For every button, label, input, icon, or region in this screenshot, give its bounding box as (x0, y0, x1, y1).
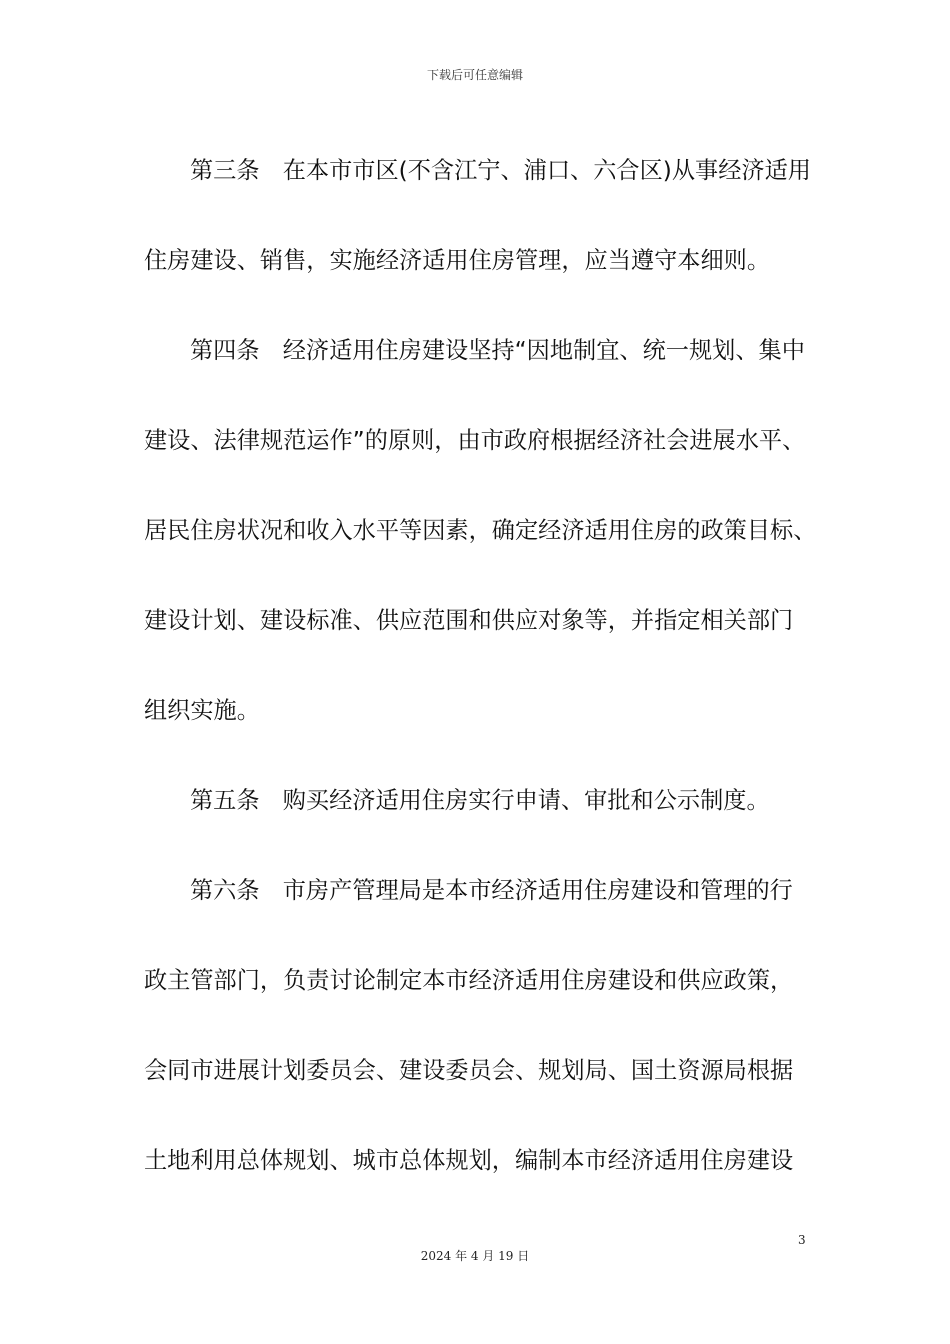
article-4-line-2: 建设、法律规范运作”的原则，由市政府根据经济社会进展水平、 (144, 427, 806, 454)
footer-date: 2024 年 4 月 19 日 (420, 1249, 530, 1263)
document-body (144, 126, 817, 1206)
article-5-line-1: 第五条 购买经济适用住房实行申请、审批和公示制度。 (190, 787, 770, 814)
article-4-line-3: 居民住房状况和收入水平等因素，确定经济适用住房的政策目标、 (144, 517, 817, 544)
article-4-line-5: 组织实施。 (144, 697, 260, 724)
article-6-line-1: 第六条 市房产管理局是本市经济适用住房建设和管理的行 (190, 877, 793, 904)
article-6-line-3: 会同市进展计划委员会、建设委员会、规划局、国土资源局根据 (144, 1057, 794, 1084)
page-header: 下载后可任意编辑 (426, 68, 523, 82)
article-6-line-2: 政主管部门，负责讨论制定本市经济适用住房建设和供应政策， (144, 967, 794, 994)
article-6-line-4: 土地利用总体规划、城市总体规划，编制本市经济适用住房建设 (144, 1147, 794, 1174)
article-3-line-1: 第三条 在本市市区(不含江宁、浦口、六合区)从事经济适用 (190, 157, 811, 184)
page-number: 3 (798, 1233, 806, 1247)
article-4-line-1: 第四条 经济适用住房建设坚持“因地制宜、统一规划、集中 (190, 337, 805, 364)
article-4-line-4: 建设计划、建设标准、供应范围和供应对象等，并指定相关部门 (144, 607, 794, 634)
article-3-line-2: 住房建设、销售，实施经济适用住房管理，应当遵守本细则。 (144, 247, 771, 274)
